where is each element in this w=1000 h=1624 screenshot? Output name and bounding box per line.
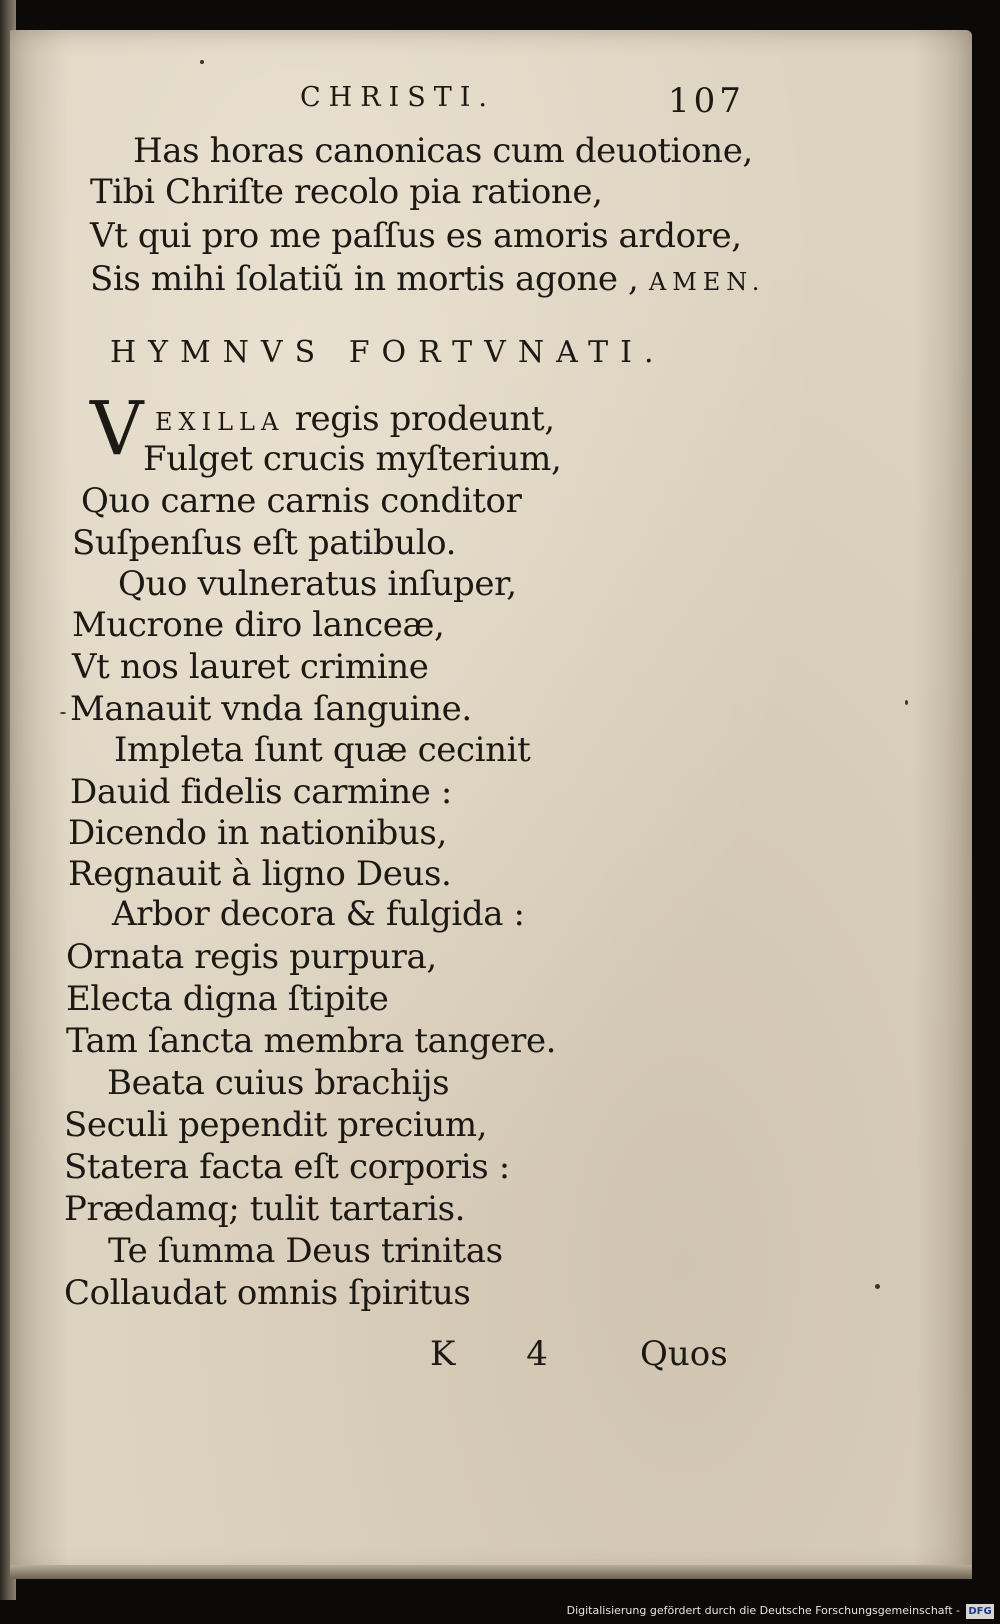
hymn-first-line — [155, 399, 555, 439]
paper-speck — [875, 1284, 880, 1289]
hymn-line: Dicendo in nationibus, — [68, 813, 447, 853]
prayer-line: Tibi Chriſte recolo pia ratione, — [90, 172, 603, 212]
hymn-line: Beata cuius brachijs — [107, 1063, 450, 1103]
amen: AMEN. — [648, 268, 766, 296]
hymn-line: Arbor decora & fulgida : — [112, 894, 525, 934]
prayer-line: Has horas canonicas cum deuotione, — [133, 131, 753, 171]
catchword: Quos — [640, 1334, 728, 1374]
hymn-line: Manauit vnda ſanguine. — [70, 689, 472, 729]
hymn-line: Tam ſancta membra tangere. — [66, 1021, 557, 1061]
hymn-line: Regnauit à ligno Deus. — [68, 854, 452, 894]
first-word-smallcaps: EXILLA — [155, 408, 285, 436]
dfg-logo: DFG — [966, 1604, 994, 1619]
hymn-line: Quo vulneratus inſuper, — [118, 564, 517, 604]
hymn-line: Quo carne carnis conditor — [81, 481, 522, 521]
hymn-line: Te ſumma Deus trinitas — [108, 1231, 503, 1271]
running-head: CHRISTI. — [300, 82, 495, 113]
prayer-line-last — [90, 259, 766, 299]
digitization-footer — [0, 1601, 1000, 1624]
signature-mark: K 4 — [430, 1334, 578, 1374]
paper-speck — [905, 700, 908, 705]
hymn-line: Prædamq; tulit tartaris. — [64, 1189, 466, 1229]
hymn-line: Statera facta eſt corporis : — [64, 1147, 510, 1187]
first-line-rest: regis prodeunt, — [284, 399, 555, 439]
hymn-line: Mucrone diro lanceæ, — [72, 605, 445, 645]
hymn-line: Fulget crucis myſterium, — [143, 439, 562, 479]
hymn-line: Suſpenſus eſt patibulo. — [72, 523, 457, 563]
prayer-line: Vt qui pro me paſſus es amoris ardore, — [90, 216, 742, 256]
hymn-line: Ornata regis purpura, — [66, 937, 437, 977]
hymn-line: Vt nos lauret crimine — [72, 647, 429, 687]
paper-speck — [200, 60, 204, 64]
hymn-title: HYMNVS FORTVNATI. — [110, 335, 666, 370]
page-number: 107 — [668, 81, 745, 121]
prayer-line-text: Sis mihi ſolatiũ in mortis agone , — [90, 259, 639, 299]
hymn-line: Dauid fidelis carmine : — [70, 772, 452, 812]
page-bottom-edge — [10, 1565, 972, 1579]
hymn-line: Collaudat omnis ſpiritus — [64, 1273, 471, 1313]
funding-credit: Digitalisierung gefördert durch die Deutsche Forschungsgemeinschaft - — [566, 1604, 960, 1617]
hymn-line: Impleta ſunt quæ cecinit — [114, 730, 531, 770]
paper-speck — [60, 712, 66, 714]
hymn-line: Seculi pependit precium, — [64, 1105, 488, 1145]
drop-capital: V — [90, 386, 144, 472]
hymn-line: Electa digna ſtipite — [66, 979, 389, 1019]
